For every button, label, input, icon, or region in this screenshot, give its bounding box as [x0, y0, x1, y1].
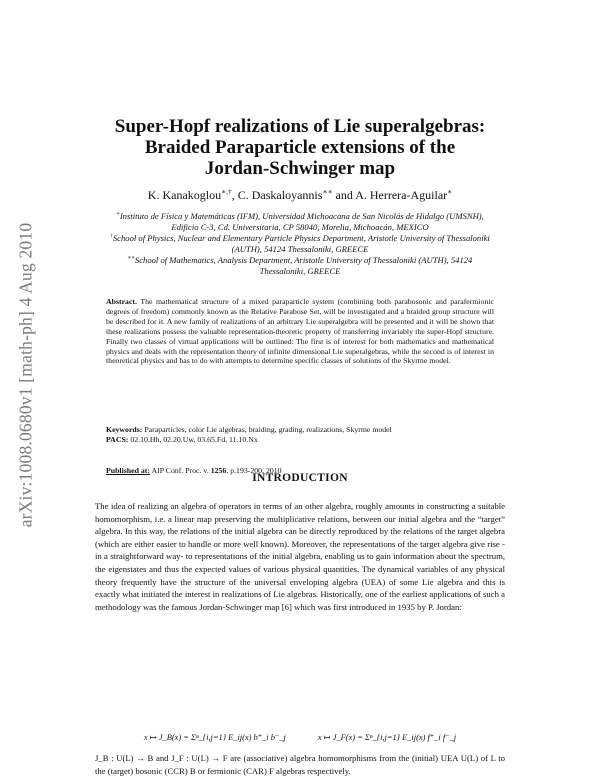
- equation-fermionic: x ↦ J_F(x) = Σⁿ_{i,j=1} E_ij(x) f⁺_i f⁻_j: [317, 733, 457, 742]
- keywords-block: [106, 425, 494, 445]
- paper-title: [60, 116, 540, 179]
- abstract-text: The mathematical structure of a mixed paraparticle system (combining both parabosonic and parafermionic degrees of freedom) commonly known as the Relative Parabose Set, will be investigated and a braided group structure will be described for it. A new family of realizations of an arbitrary Lie superalgebra will be presented and it will be shown that these realizations possess the valuable representation-theoretic property of transferring invariably the super-Hopf structure. Finally two classes of virtual applications will be outlined: The first is of interest for both mathematics and mathematical physics and deals with the representation theory of infinite dimensional Lie superalgebras, while the second is of interest in theoretical physics and has to do with attempts to determine specific classes of solutions of the Skyrme model.: [106, 297, 495, 366]
- title-line-3: Jordan-Schwinger map: [204, 158, 396, 179]
- author-name: , C. Daskaloyannis: [231, 188, 323, 202]
- author-list: [60, 188, 540, 202]
- author-name: K. Kanakoglou: [147, 188, 222, 202]
- title-line-1: Super-Hopf realizations of Lie superalgebras:: [114, 116, 486, 137]
- affiliation: ∗∗School of Mathematics, Analysis Department, Aristotle University of Thessaloniki (AUTH), 54124 Thessaloniki, GREECE: [127, 255, 473, 276]
- published-label: Published at:: [106, 466, 150, 475]
- published-volume: 1256: [210, 466, 227, 475]
- affiliation: ∗Instituto de Física y Matemáticas (IFM), Universidad Michoacana de San Nicolás de Hidalgo (UMSNH), Edificio C-3, Cd. Universitaria, CP 58040, Morelia, Michoacán, MEXICO: [116, 211, 484, 232]
- equation-row: [95, 732, 505, 742]
- post-equation-text: J_B : U(L) → B and J_F : U(L) → F are (associative) algebra homomorphisms from the (initial) UEA U(L) of L to the (target) bosonic (CCR) B or fermionic (CAR) F algebras respectively.: [95, 753, 505, 776]
- keywords: Keywords: Paraparticles, color Lie algebras, braiding, grading, realizations, Skyrme model: [106, 425, 392, 434]
- arxiv-sidebar: [14, 190, 38, 560]
- author-affil-mark: ∗∗: [322, 187, 333, 196]
- author-affil-mark: ∗,†: [221, 187, 232, 196]
- affiliations: [110, 211, 490, 277]
- title-line-2: Braided Paraparticle extensions of the: [144, 137, 456, 158]
- published-pages: , p.193-200, 2010: [226, 466, 282, 475]
- author-name: and A. Herrera-Aguilar: [332, 188, 448, 202]
- equation-bosonic: x ↦ J_B(x) = Σⁿ_{i,j=1} E_ij(x) b⁺_i b⁻_j: [143, 733, 286, 742]
- abstract-label: Abstract.: [106, 297, 137, 306]
- affiliation: †School of Physics, Nuclear and Elementary Particle Physics Department, Aristotle University of Thessaloniki (AUTH), 54124 Thessaloniki, GREECE: [110, 233, 490, 254]
- published-venue: AIP Conf. Proc. v.: [151, 466, 209, 475]
- section-heading: INTRODUCTION: [252, 472, 348, 484]
- intro-paragraph: The idea of realizing an algebra of operators in terms of an other algebra, roughly amounts in constructing a suitable homomorphism, i.e. a linear map preserving the multiplicative relations, between our initial algebra and the “target” algebra. In this way, the relations of the initial algebra can be directly reproduced by the relations of the target algebra (which are either easier to handle or more well known). Moreover, the representations of the target algebra give rise -in a straightforward way- to representations of the initial algebra, enabling us to gain information about the spectrum, the eigenstates and thus the expected values of various physical quantities. The dynamical variables of any physical theory frequently have the structure of the universal enveloping algebra (UEA) of some Lie algebra and this is exactly what initiated the interest in realizations of Lie algebras. Historically, one of the earliest applications of such a methodology was the famous Jordan-Schwinger map [6] which was first introduced in 1935 by P. Jordan:: [95, 501, 505, 612]
- arxiv-identifier: arXiv:1008.0680v1 [math-ph] 4 Aug 2010: [15, 222, 36, 528]
- abstract: [106, 297, 494, 366]
- pacs: PACS: 02.10.Hh, 02.20.Uw, 03.65.Fd, 11.10.Nx: [106, 435, 258, 444]
- author-affil-mark: ∗: [447, 187, 453, 196]
